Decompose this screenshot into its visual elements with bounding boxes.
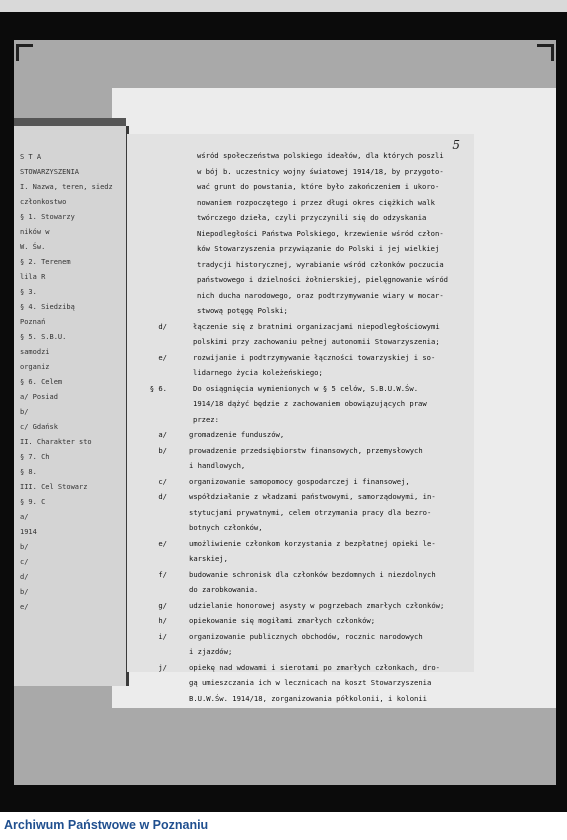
left-sheet-line: § 1. Stowarzy — [20, 213, 75, 221]
item-marker: i/ — [158, 631, 167, 641]
line-text: i zjazdów; — [189, 647, 233, 656]
line-text: wać grunt do powstania, które było zakończeniem i ukoro- — [197, 182, 440, 191]
line-text: i handlowych, — [189, 461, 246, 470]
left-sheet-line: § 8. — [20, 468, 37, 476]
item-marker: h/ — [158, 616, 167, 625]
line-text: lidarnego życia koleżeńskiego; — [193, 368, 323, 377]
document-line — [127, 691, 474, 707]
line-text: łączenie się z bratnimi organizacjami niepodległościowymi — [193, 321, 440, 331]
document-line — [127, 365, 474, 381]
page-number: 5 — [452, 138, 460, 152]
item-marker: c/ — [158, 476, 167, 486]
archive-footer — [0, 812, 567, 840]
line-text: współdziałanie z władzami państwowymi, samorządowymi, in- — [189, 492, 436, 501]
line-text: do zarobkowania. — [189, 585, 259, 594]
left-sheet-line: § 2. Terenem — [20, 258, 71, 266]
line-text: 1914/18 dążyć będzie z zachowaniem obowiązujących praw — [193, 399, 427, 408]
document-line — [127, 412, 474, 428]
document-line — [127, 427, 474, 443]
document-line — [127, 381, 474, 397]
left-sheet-line: § 5. S.B.U. — [20, 333, 67, 341]
line-text: tradycji historycznej, wyrabianie wśród członków poczucia — [197, 259, 444, 269]
left-document-sheet — [14, 126, 129, 686]
line-text: wśród społeczeństwa polskiego ideałów, dla których poszli — [197, 151, 444, 160]
document-line — [127, 226, 474, 242]
document-line — [127, 148, 474, 164]
left-sheet-line: ników w — [20, 228, 50, 236]
document-line — [127, 660, 474, 676]
document-line — [127, 319, 474, 335]
document-line — [127, 396, 474, 412]
line-text: nowaniem rozpoczętego i przez długi okres ciężkich walk — [197, 197, 435, 207]
document-line — [127, 474, 474, 490]
item-marker: d/ — [158, 492, 167, 501]
left-sheet-line: a/ Posiad — [20, 393, 58, 401]
left-sheet-line: b/ — [20, 408, 29, 416]
document-line — [127, 288, 474, 304]
line-text: przez: — [193, 414, 219, 424]
left-sheet-line: organiz — [20, 363, 50, 371]
item-marker: f/ — [158, 569, 167, 579]
archive-caption: Archiwum Państwowe w Poznaniu — [4, 818, 209, 832]
line-text: budowanie schronisk dla członków bezdomnych i niezdolnych — [189, 569, 436, 579]
line-text: prowadzenie przedsiębiorstw finansowych, przemysłowych — [189, 445, 423, 455]
line-text: opiekę nad wdowami i sierotami po zmarłych członkach, dro- — [189, 662, 440, 672]
line-text: państwowego i dzielności żołnierskiej, pielęgnowanie wśród — [197, 275, 448, 284]
left-sheet-line: III. Cel Stowarz — [20, 483, 88, 491]
line-text: twórczego dzieła, czyli przyczynili się do odzyskania — [197, 213, 427, 222]
left-sheet-text — [20, 150, 126, 615]
line-text: gą umieszczania ich w lecznicach na koszt Stowarzyszenia — [189, 678, 432, 687]
left-sheet-line: § 4. Siedzibą — [20, 303, 75, 311]
document-line — [127, 443, 474, 459]
line-text: opiekowanie się mogiłami zmarłych członków; — [189, 616, 376, 625]
left-sheet-line: II. Charakter sto — [20, 438, 92, 446]
document-line — [127, 489, 474, 505]
line-text: w bój b. uczestnicy wojny światowej 1914/18, by przygoto- — [197, 166, 444, 176]
document-line — [127, 675, 474, 691]
item-marker: e/ — [158, 538, 167, 548]
document-line — [127, 613, 474, 629]
document-line — [127, 458, 474, 474]
document-page — [127, 134, 474, 703]
item-marker: d/ — [158, 321, 167, 331]
left-sheet-line: § 3. — [20, 288, 37, 296]
document-line — [127, 520, 474, 536]
document-line — [127, 505, 474, 521]
line-text: organizowanie samopomocy gospodarczej i finansowej, — [189, 476, 410, 486]
document-line — [127, 272, 474, 288]
document-line — [127, 350, 474, 366]
document-line — [127, 629, 474, 645]
left-sheet-line: d/ — [20, 573, 29, 581]
left-sheet-line: b/ — [20, 543, 29, 551]
document-line — [127, 334, 474, 350]
document-line — [127, 551, 474, 567]
item-marker: § 6. — [149, 383, 167, 393]
line-text: rozwijanie i podtrzymywanie łączności towarzyskiej i so- — [193, 352, 436, 362]
left-sheet-line: I. Nazwa, teren, siedz — [20, 183, 113, 191]
left-sheet-line: § 7. Ch — [20, 453, 50, 461]
document-line — [127, 210, 474, 226]
corner-mark — [537, 44, 554, 61]
left-sheet-line: 1914 — [20, 528, 37, 536]
document-line — [127, 598, 474, 614]
left-sheet-line: § 6. Celem — [20, 378, 63, 386]
document-line — [127, 567, 474, 583]
corner-mark — [16, 44, 33, 61]
line-text: nich ducha narodowego, oraz podtrzymywanie wiary w mocar- — [197, 290, 444, 300]
item-marker: e/ — [158, 352, 167, 362]
left-sheet-line: e/ — [20, 603, 29, 611]
scan-top-strip — [0, 0, 567, 12]
line-text: stwową potęgę Polski; — [197, 306, 288, 315]
document-line — [127, 241, 474, 257]
left-sheet-line: a/ — [20, 513, 29, 521]
line-text: umożliwienie członkom korzystania z bezpłatnej opieki le- — [189, 538, 436, 548]
line-text: Do osiągnięcia wymienionych w § 5 celów, S.B.U.W.Św. — [193, 383, 419, 393]
item-marker: a/ — [158, 430, 167, 439]
line-text: stytucjami prywatnymi, celem otrzymania pracy dla bezro- — [189, 507, 432, 517]
line-text: organizowanie publicznych obchodów, rocznic narodowych — [189, 631, 423, 641]
document-text — [127, 148, 474, 706]
left-sheet-line: b/ — [20, 588, 29, 596]
line-text: karskiej, — [189, 554, 228, 563]
left-sheet-line: STOWARZYSZENIA — [20, 168, 80, 176]
left-sheet-line: samodzi — [20, 348, 50, 356]
left-sheet-line: c/ — [20, 558, 29, 566]
line-text: ków Stowarzyszenia przywiązanie do Polski i jej wielkiej — [197, 244, 440, 253]
item-marker: g/ — [158, 600, 167, 610]
left-sheet-line: W. Św. — [20, 243, 46, 251]
document-line — [127, 644, 474, 660]
left-sheet-line: Poznań — [20, 318, 46, 326]
document-line — [127, 164, 474, 180]
document-line — [127, 582, 474, 598]
line-text: B.U.W.Św. 1914/18, zorganizowania półkolonii, i kolonii — [189, 693, 427, 703]
document-line — [127, 303, 474, 319]
left-sheet-line: c/ Gdańsk — [20, 423, 58, 431]
document-line — [127, 257, 474, 273]
item-marker: b/ — [158, 445, 167, 455]
left-sheet-line: S T A — [20, 153, 42, 161]
line-text: gromadzenie funduszów, — [189, 430, 285, 439]
item-marker: j/ — [158, 662, 167, 672]
left-sheet-line: lila R — [20, 273, 46, 281]
document-line — [127, 179, 474, 195]
line-text: udzielanie honorowej asysty w pogrzebach zmarłych członków; — [189, 600, 445, 610]
line-text: botnych członków, — [189, 523, 263, 532]
left-sheet-line: § 9. C — [20, 498, 46, 506]
document-line — [127, 195, 474, 211]
document-line — [127, 536, 474, 552]
line-text: polskimi przy zachowaniu pełnej autonomii Stowarzyszenia; — [193, 337, 440, 346]
left-sheet-line: członkostwo — [20, 198, 67, 206]
line-text: Niepodległości Państwa Polskiego, krzewienie wśród człon- — [197, 228, 444, 238]
